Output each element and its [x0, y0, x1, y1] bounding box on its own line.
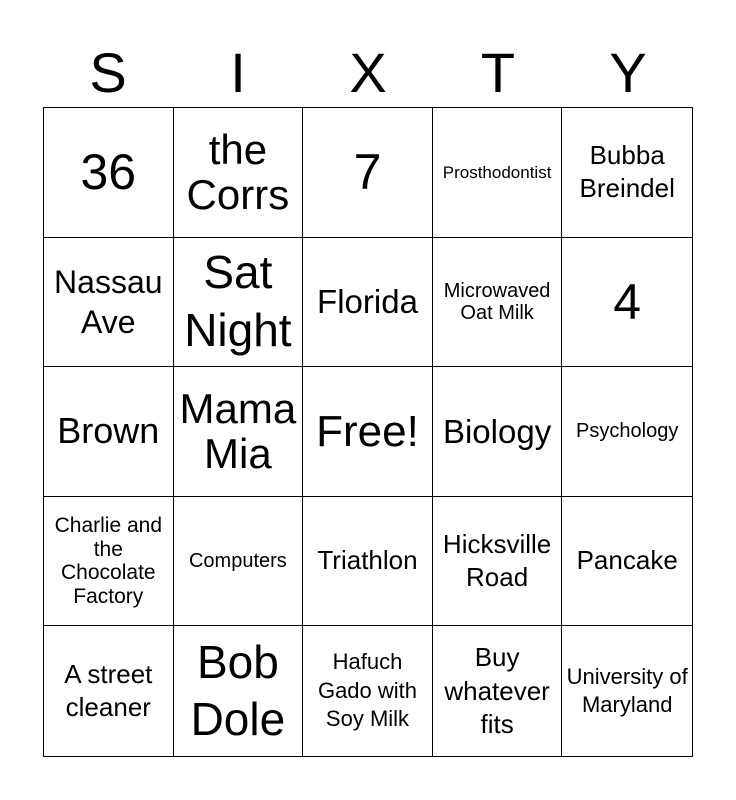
bingo-board: [43, 107, 693, 757]
header-letter-i: I: [230, 41, 246, 104]
bingo-cell-r2c2[interactable]: Sat Night: [174, 238, 304, 368]
bingo-cell-r4c2[interactable]: Computers: [174, 497, 304, 627]
bingo-cell-r4c5[interactable]: Pancake: [562, 497, 692, 627]
bingo-cell-r3c1[interactable]: Brown: [44, 367, 174, 497]
bingo-cell-r3c2[interactable]: Mama Mia: [174, 367, 304, 497]
bingo-cell-r2c5[interactable]: 4: [562, 238, 692, 368]
bingo-cell-r5c2[interactable]: Bob Dole: [174, 626, 304, 756]
bingo-header: [43, 40, 693, 106]
bingo-cell-r1c3[interactable]: 7: [303, 108, 433, 238]
bingo-cell-r5c3[interactable]: Hafuch Gado with Soy Milk: [303, 626, 433, 756]
bingo-cell-r1c5[interactable]: Bubba Breindel: [562, 108, 692, 238]
bingo-cell-r1c2[interactable]: the Corrs: [174, 108, 304, 238]
bingo-cell-r4c4[interactable]: Hicksville Road: [433, 497, 563, 627]
header-letter-x: X: [349, 41, 387, 104]
header-letter-s: S: [89, 41, 127, 104]
bingo-cell-r2c3[interactable]: Florida: [303, 238, 433, 368]
bingo-cell-r3c5[interactable]: Psychology: [562, 367, 692, 497]
bingo-cell-r5c4[interactable]: Buy whatever fits: [433, 626, 563, 756]
bingo-cell-r3c4[interactable]: Biology: [433, 367, 563, 497]
bingo-cell-r5c5[interactable]: University of Maryland: [566, 663, 688, 718]
bingo-cell-r4c1[interactable]: Charlie and the Chocolate Factory: [44, 497, 174, 627]
header-letter-t: T: [480, 41, 516, 104]
bingo-cell-r2c1[interactable]: Nassau Ave: [44, 238, 174, 368]
bingo-cell-r5c1[interactable]: A street cleaner: [44, 626, 174, 756]
bingo-cell-r2c4[interactable]: Microwaved Oat Milk: [433, 238, 563, 368]
bingo-cell-r4c3[interactable]: Triathlon: [303, 497, 433, 627]
bingo-cell-r3c3[interactable]: Free!: [303, 367, 433, 497]
header-letter-y: Y: [609, 41, 647, 104]
bingo-cell-r1c4[interactable]: Prosthodontist: [433, 108, 563, 238]
bingo-cell-r1c1[interactable]: 36: [44, 108, 174, 238]
